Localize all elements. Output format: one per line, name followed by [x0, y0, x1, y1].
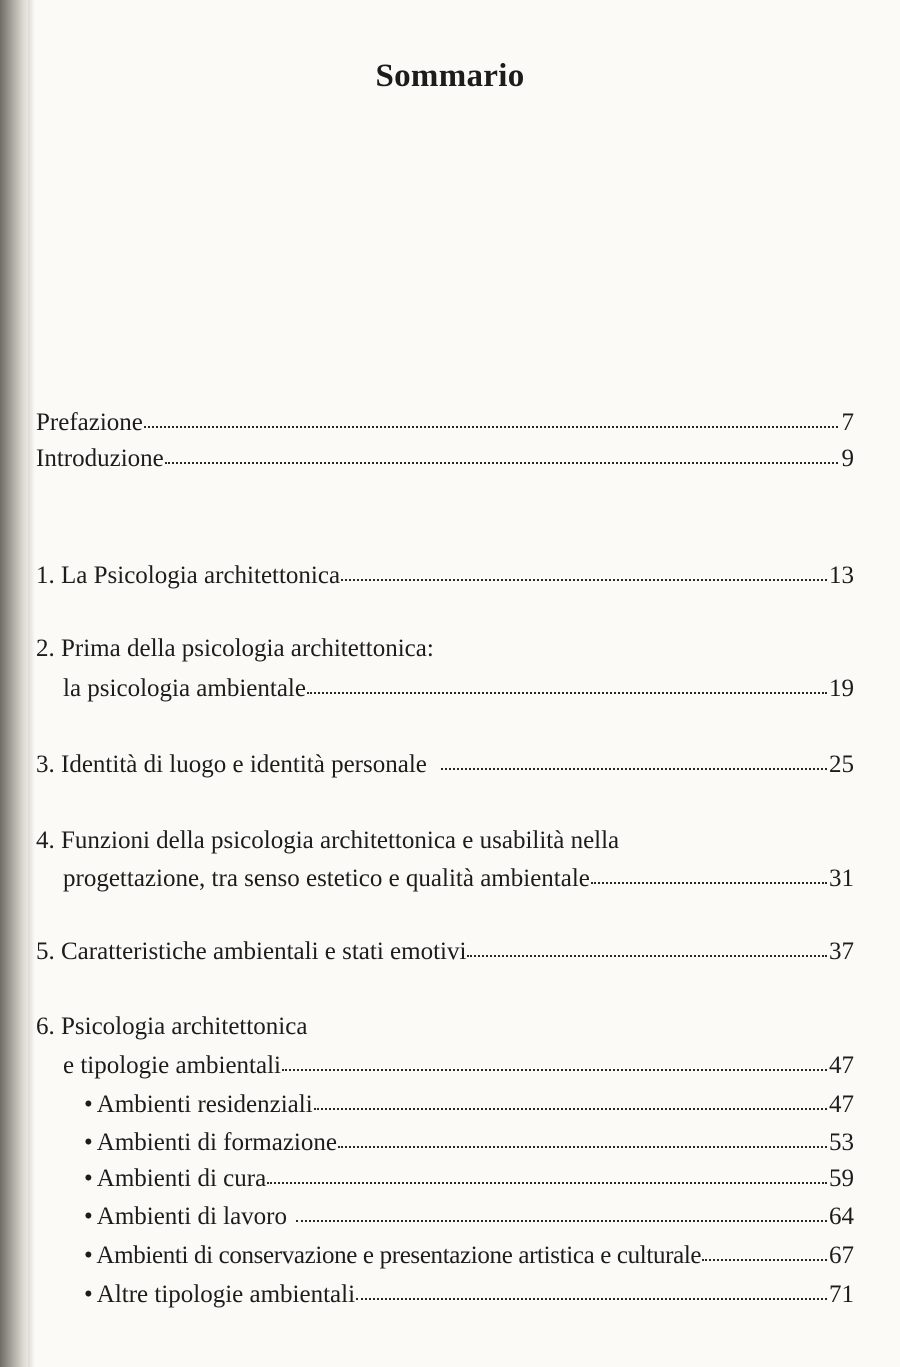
chapter-title: Funzioni della psicologia architettonica e usabilità nella [61, 827, 620, 854]
toc-chapter-4[interactable] [63, 866, 854, 896]
dot-leader [467, 955, 827, 957]
chapter-title: Psicologia architettonica [61, 1013, 308, 1040]
toc-chapter-3[interactable] [36, 752, 854, 782]
toc-page-number: 53 [829, 1129, 854, 1156]
dot-leader [441, 768, 827, 770]
chapter-title: Identità di luogo e identità personale [61, 751, 427, 778]
toc-entry-prefazione[interactable] [36, 410, 854, 440]
dot-leader [341, 579, 827, 581]
chapter-number: 4. [36, 827, 55, 854]
toc-page-number: 19 [829, 675, 854, 702]
dot-leader [591, 882, 827, 884]
toc-entry-label: • Altre tipologie ambientali [84, 1281, 356, 1308]
bullet-icon: • [84, 1129, 93, 1156]
toc-section-ambienti-residenziali[interactable] [84, 1092, 854, 1122]
chapter-number: 6. [36, 1013, 55, 1040]
dot-leader [144, 426, 838, 428]
toc-chapter-1[interactable] [36, 563, 854, 593]
bullet-icon: • [84, 1165, 93, 1192]
dot-leader [296, 1220, 827, 1222]
toc-page-number: 47 [829, 1091, 854, 1118]
bullet-icon: • [84, 1242, 93, 1269]
toc-section-ambienti-di-conservazione[interactable] [84, 1243, 854, 1273]
toc-entry-label: Introduzione [36, 445, 164, 472]
toc-page-number: 13 [829, 562, 854, 589]
dot-leader [282, 1069, 827, 1071]
toc-entry-introduzione[interactable] [36, 446, 854, 476]
chapter-title-continued: progettazione, tra senso estetico e qualità ambientale [63, 865, 590, 892]
chapter-title: Prima della psicologia architettonica: [61, 635, 434, 662]
chapter-title-continued: e tipologie ambientali [63, 1052, 281, 1079]
toc-entry-label: • Ambienti di formazione [84, 1129, 337, 1156]
toc-entry-label [36, 752, 427, 777]
toc-entry-label [36, 563, 340, 588]
toc-page-number: 64 [829, 1203, 854, 1230]
toc-entry-label: • Ambienti di lavoro [84, 1203, 288, 1230]
chapter-number: 1. [36, 562, 55, 589]
dot-leader [356, 1298, 827, 1300]
toc-page-number: 47 [829, 1052, 854, 1079]
toc-entry-label: • Ambienti residenziali [84, 1091, 313, 1118]
chapter-title-continued: la psicologia ambientale [63, 675, 306, 702]
toc-chapter-2-line1[interactable] [36, 636, 434, 661]
dot-leader [165, 462, 838, 464]
chapter-number: 2. [36, 635, 55, 662]
dot-leader [702, 1259, 827, 1261]
chapter-title: La Psicologia architettonica [61, 562, 341, 589]
chapter-number: 3. [36, 751, 55, 778]
toc-section-ambienti-di-cura[interactable] [84, 1166, 854, 1196]
toc-page-number: 31 [829, 865, 854, 892]
toc-section-ambienti-di-formazione[interactable] [84, 1130, 854, 1160]
toc-chapter-4-line1[interactable] [36, 828, 619, 853]
toc-chapter-6-line1[interactable] [36, 1014, 307, 1039]
toc-page-number: 7 [841, 409, 854, 436]
toc-chapter-5[interactable] [36, 939, 854, 969]
toc-page-number: 9 [841, 445, 854, 472]
toc-page-number: 67 [829, 1242, 854, 1269]
toc-entry-label [36, 939, 466, 964]
toc-page-number: 25 [829, 751, 854, 778]
toc-chapter-6[interactable] [63, 1053, 854, 1083]
page-title: Sommario [375, 58, 525, 94]
dot-leader [338, 1146, 827, 1148]
dot-leader [314, 1108, 827, 1110]
dot-leader [267, 1182, 827, 1184]
bullet-icon: • [84, 1203, 93, 1230]
toc-page-number: 37 [829, 938, 854, 965]
dot-leader [307, 692, 827, 694]
toc-entry-label: Prefazione [36, 409, 143, 436]
chapter-title: Caratteristiche ambientali e stati emotivi [61, 938, 467, 965]
toc-page-number: 59 [829, 1165, 854, 1192]
toc-section-ambienti-di-lavoro[interactable] [84, 1204, 854, 1234]
toc-entry-label: • Ambienti di cura [84, 1165, 267, 1192]
chapter-number: 5. [36, 938, 55, 965]
bullet-icon: • [84, 1091, 93, 1118]
toc-page-number: 71 [829, 1281, 854, 1308]
toc-section-altre-tipologie-ambientali[interactable] [84, 1282, 854, 1312]
toc-chapter-2[interactable] [63, 676, 854, 706]
toc-entry-label: • Ambienti di conservazione e presentazione artistica e culturale [84, 1242, 702, 1269]
page-gutter [28, 0, 36, 1367]
bullet-icon: • [84, 1281, 93, 1308]
